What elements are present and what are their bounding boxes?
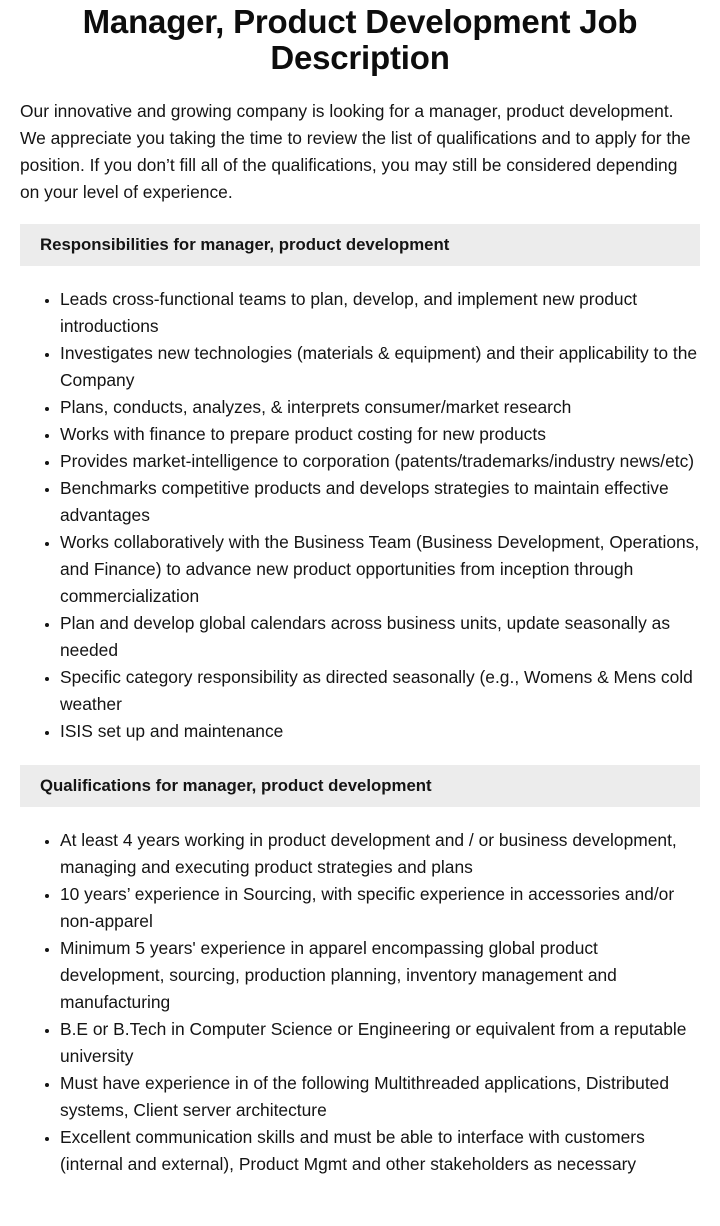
list-item: • Provides market-intelligence to corporation (patents/trademarks/industry news/etc): [60, 448, 700, 475]
qualifications-list: [20, 827, 700, 1178]
list-item: • Benchmarks competitive products and develops strategies to maintain effective advantages: [60, 475, 700, 529]
list-item: • Works collaboratively with the Business Team (Business Development, Operations, and Finance) to advance new product opportunities from inception through commercialization: [60, 529, 700, 610]
list-item: • Must have experience in of the following Multithreaded applications, Distributed systems, Client server architecture: [60, 1070, 700, 1124]
list-item: • Investigates new technologies (materials & equipment) and their applicability to the Company: [60, 340, 700, 394]
list-item: • Works with finance to prepare product costing for new products: [60, 421, 700, 448]
intro-paragraph: Our innovative and growing company is looking for a manager, product development. We appreciate you taking the time to review the list of qualifications and to apply for the position. If you don’t fill all of the qualifications, you may still be considered depending on your level of experience.: [20, 101, 691, 202]
list-item: • At least 4 years working in product development and / or business development, managing and executing product strategies and plans: [60, 827, 700, 881]
responsibilities-heading: Responsibilities for manager, product development: [20, 224, 700, 266]
qualifications-heading: Qualifications for manager, product development: [20, 765, 700, 807]
list-item: • Minimum 5 years' experience in apparel encompassing global product development, sourcing, production planning, inventory management and manufacturing: [60, 935, 700, 1016]
list-item: • Excellent communication skills and must be able to interface with customers (internal and external), Product Mgmt and other stakeholders as necessary: [60, 1124, 700, 1178]
list-item: • B.E or B.Tech in Computer Science or Engineering or equivalent from a reputable university: [60, 1016, 700, 1070]
list-item: • Leads cross-functional teams to plan, develop, and implement new product introductions: [60, 286, 700, 340]
list-item: • 10 years’ experience in Sourcing, with specific experience in accessories and/or non-apparel: [60, 881, 700, 935]
responsibilities-list: [20, 286, 700, 745]
list-item: • Plan and develop global calendars across business units, update seasonally as needed: [60, 610, 700, 664]
list-item: • Plans, conducts, analyzes, & interprets consumer/market research: [60, 394, 700, 421]
list-item: • ISIS set up and maintenance: [60, 718, 700, 745]
page-title: Manager, Product Development Job Description: [82, 3, 638, 76]
list-item: • Specific category responsibility as directed seasonally (e.g., Womens & Mens cold weather: [60, 664, 700, 718]
